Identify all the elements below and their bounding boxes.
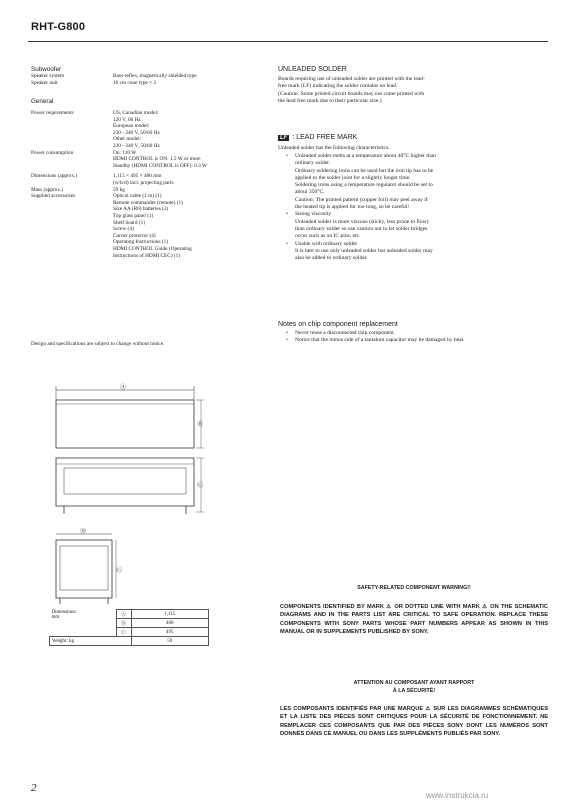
model-title: RHT-G800 bbox=[31, 21, 86, 33]
list-item-line: than ordinary solder so use caution not to let solder bridges bbox=[295, 225, 428, 232]
list-item-line: applied to the solder joint for a slightly longer time. bbox=[295, 174, 411, 181]
spec-value-line: Size AA (R6) batteries (2) bbox=[113, 206, 169, 213]
spec-value-line: Top glass panel (1) bbox=[113, 212, 154, 219]
chip-heading: Notes on chip component replacement bbox=[278, 321, 398, 328]
spec-value-line: HDMI CONTROL Guide (Operating bbox=[113, 245, 192, 252]
spec-row bbox=[31, 73, 271, 80]
front-view-drawing bbox=[46, 382, 216, 532]
dim-marker-b-side: Ⓑ bbox=[80, 529, 87, 535]
spec-value-line: Bass-reflex, magnetically shielded type bbox=[113, 73, 197, 79]
spec-value-line: 10 cm cone type × 2 bbox=[113, 79, 157, 86]
list-item-line: Unleaded solder melts at a temperature about 40°C higher than bbox=[295, 153, 436, 159]
dim-row-value: 495 bbox=[131, 628, 209, 637]
dim-row-mark: Ⓑ bbox=[116, 619, 131, 628]
spec-value bbox=[113, 110, 263, 150]
spec-value-line: On: 110 W bbox=[113, 149, 137, 156]
watermark: www.instrukcia.ru bbox=[426, 791, 489, 800]
list-item-line: Caution: The printed pattern (copper foil) may peel away if bbox=[295, 196, 428, 203]
list-item-line: Ordinary soldering irons can be used but the iron tip has to be bbox=[295, 167, 434, 174]
spec-value-line: (w/h/d) incl. projecting parts bbox=[113, 179, 174, 186]
list-item bbox=[286, 153, 548, 211]
spec-value-line: Instructions of HDMI CEC) (1) bbox=[113, 252, 181, 259]
design-note: Design and specifications are subject to change without notice. bbox=[31, 341, 165, 347]
table-row bbox=[50, 610, 209, 619]
warning-fr-title-1: ATTENTION AU COMPOSANT AYANT RAPPORT bbox=[353, 680, 475, 686]
lf-mark-icon: LF bbox=[280, 135, 288, 141]
spec-value bbox=[113, 193, 263, 259]
spec-row bbox=[31, 80, 271, 87]
warning-fr-title-2: À LA SÉCURITÉ! bbox=[392, 688, 436, 694]
spec-value-line: 1,115 × 495 × 400 mm bbox=[113, 173, 162, 180]
subwoofer-heading: Subwoofer bbox=[31, 66, 62, 73]
spec-row bbox=[31, 150, 271, 170]
spec-key: Dimensions (approx.) bbox=[31, 173, 78, 180]
lead-free-heading: LF : LEAD FREE MARK bbox=[280, 134, 358, 141]
lf-intro: Unleaded solder has the following characteristics. bbox=[278, 145, 390, 151]
spec-value-line: Screw (4) bbox=[113, 226, 134, 233]
dim-marker-c-side: Ⓒ bbox=[116, 568, 123, 574]
spec-value-line: Corner protector (4) bbox=[113, 232, 156, 239]
list-item-text bbox=[295, 153, 547, 211]
spec-value-line: 59 kg bbox=[113, 186, 125, 193]
spec-value-line: Remote commander (remote) (1) bbox=[113, 199, 183, 206]
spec-value bbox=[113, 73, 263, 80]
bullet: • bbox=[286, 211, 288, 218]
list-item-text bbox=[295, 211, 547, 240]
spec-value bbox=[113, 150, 263, 170]
spec-key: Mass (approx.) bbox=[31, 186, 64, 193]
dim-row-value: 400 bbox=[131, 619, 209, 628]
spec-row bbox=[31, 193, 271, 259]
dim-row-mark: Ⓒ bbox=[116, 628, 131, 637]
spec-value-line: European model: bbox=[113, 123, 150, 130]
spec-value-line: 220 - 240 V, 50/60 Hz bbox=[113, 142, 160, 149]
spec-value-line: 120 V, 60 Hz bbox=[113, 116, 141, 123]
list-item bbox=[286, 211, 548, 240]
spec-value-line: HDMI CONTROL is ON: 1.5 W or more bbox=[113, 156, 201, 163]
spec-value-line: US, Canadian model: bbox=[113, 110, 159, 116]
list-item-line: the heated tip is applied for too long, so be careful! bbox=[295, 204, 410, 211]
spec-key: Supplied accessories bbox=[31, 193, 75, 200]
spec-value-line: 230 - 240 V, 50/60 Hz bbox=[113, 129, 160, 136]
unleaded-intro: Boards requiring use of unleaded solder are printed with the lead- free mark (LF) indicating the solder contains no lead. (Caution: Some printed circuit boards may not come printed with the lead free mark due to their particular size.) bbox=[278, 76, 425, 104]
weight-value: 59 bbox=[131, 637, 209, 646]
spec-key: Speaker unit bbox=[31, 79, 58, 86]
dim-row-mark: Ⓐ bbox=[116, 610, 131, 619]
spec-key: Power consumption bbox=[31, 149, 74, 156]
warning-en-title: SAFETY-RELATED COMPONENT WARNING!! bbox=[357, 585, 471, 591]
dimensions-unit: mm bbox=[51, 614, 60, 620]
list-item-line: Soldering irons using a temperature regulator should be set to bbox=[295, 182, 433, 189]
list-item-line: Unleaded solder is more viscous (sticky, less prone to flow) bbox=[295, 218, 429, 225]
list-item-line: occur such as on IC pins, etc. bbox=[295, 233, 361, 240]
list-item-text: Never reuse a disconnected chip component. bbox=[295, 330, 396, 336]
spec-value bbox=[113, 80, 263, 87]
bullet: • bbox=[286, 240, 288, 247]
spec-value-line: Other model: bbox=[113, 136, 142, 143]
list-item-text: Notice that the minus side of a tantalum capacitor may be damaged by heat. bbox=[295, 337, 465, 344]
list-item-line: It is best to use only unleaded solder but unleaded solder may bbox=[295, 247, 433, 254]
page-number: 2 bbox=[31, 782, 37, 794]
dimensions-label: Dimensions: bbox=[51, 609, 77, 615]
header-rule bbox=[28, 41, 548, 42]
spec-row bbox=[31, 110, 271, 150]
bullet: • bbox=[286, 337, 288, 344]
table-row bbox=[50, 637, 209, 646]
spec-value bbox=[113, 173, 263, 186]
dim-marker-b: Ⓑ bbox=[197, 422, 204, 428]
list-item bbox=[286, 241, 548, 263]
weight-label: Weight: kg bbox=[50, 637, 132, 646]
unleaded-heading: UNLEADED SOLDER bbox=[278, 66, 347, 73]
warning-en-body: COMPONENTS IDENTIFIED BY MARK ⚠ OR DOTTED LINE WITH MARK ⚠ ON THE SCHEMATIC DIAGRAMS AND IN THE PARTS LIST ARE CRITICAL TO SAFE OPERATION. REPLACE THESE COMPONENTS WITH SONY PARTS WHOSE PART NUMBERS APPEAR AS SHOWN IN THIS MANUAL OR IN SUPPLEMENTS PUBLISHED BY SONY. bbox=[280, 604, 548, 636]
general-heading: General bbox=[31, 98, 54, 105]
spec-row bbox=[31, 173, 271, 186]
spec-value-line: Standby (HDMI CONTROL is OFF): 0.3 W bbox=[113, 162, 208, 169]
list-item-line: ordinary solder. bbox=[295, 160, 331, 167]
warning-fr-body: LES COMPOSANTS IDENTIFIÉS PAR UNE MARQUE ⚠ SUR LES DIAGRAMMES SCHÉMATIQUES ET LA LISTE DES PIÈCES SONT CRITIQUES POUR LA SÉCURITÉ DE FONCTIONNEMENT. NE REMPLACER CES COMPOSANTS QUE PAR DES PIÈCES SONY DONT LES NUMÉROS SONT DONNÉS DANS CE MANUEL OU DANS LES SUPPLÉMENTS PUBLIÉS PAR SONY. bbox=[280, 706, 548, 738]
spec-key: Speaker system bbox=[31, 73, 65, 79]
list-item-line: Strong viscosity bbox=[295, 211, 332, 218]
side-view-drawing bbox=[46, 528, 126, 608]
dimensions-table bbox=[49, 609, 209, 646]
dim-row-value: 1,115 bbox=[131, 610, 209, 619]
spec-value-line: Optical cable (1 m) (1) bbox=[113, 193, 162, 200]
spec-value-line: Operating Instructions (1) bbox=[113, 239, 169, 246]
dim-marker-c: Ⓒ bbox=[197, 483, 204, 489]
bullet: • bbox=[286, 330, 288, 336]
list-item-line: about 350°C. bbox=[295, 189, 325, 196]
list-item-line: also be added to ordinary solder. bbox=[295, 255, 368, 262]
bullet: • bbox=[286, 153, 288, 159]
list-item-text bbox=[295, 241, 547, 263]
dim-marker-a: Ⓐ bbox=[120, 385, 127, 391]
list-item-line: Usable with ordinary solder bbox=[295, 240, 358, 247]
spec-key: Power requirements bbox=[31, 110, 74, 116]
spec-value-line: Shelf board (1) bbox=[113, 219, 146, 226]
